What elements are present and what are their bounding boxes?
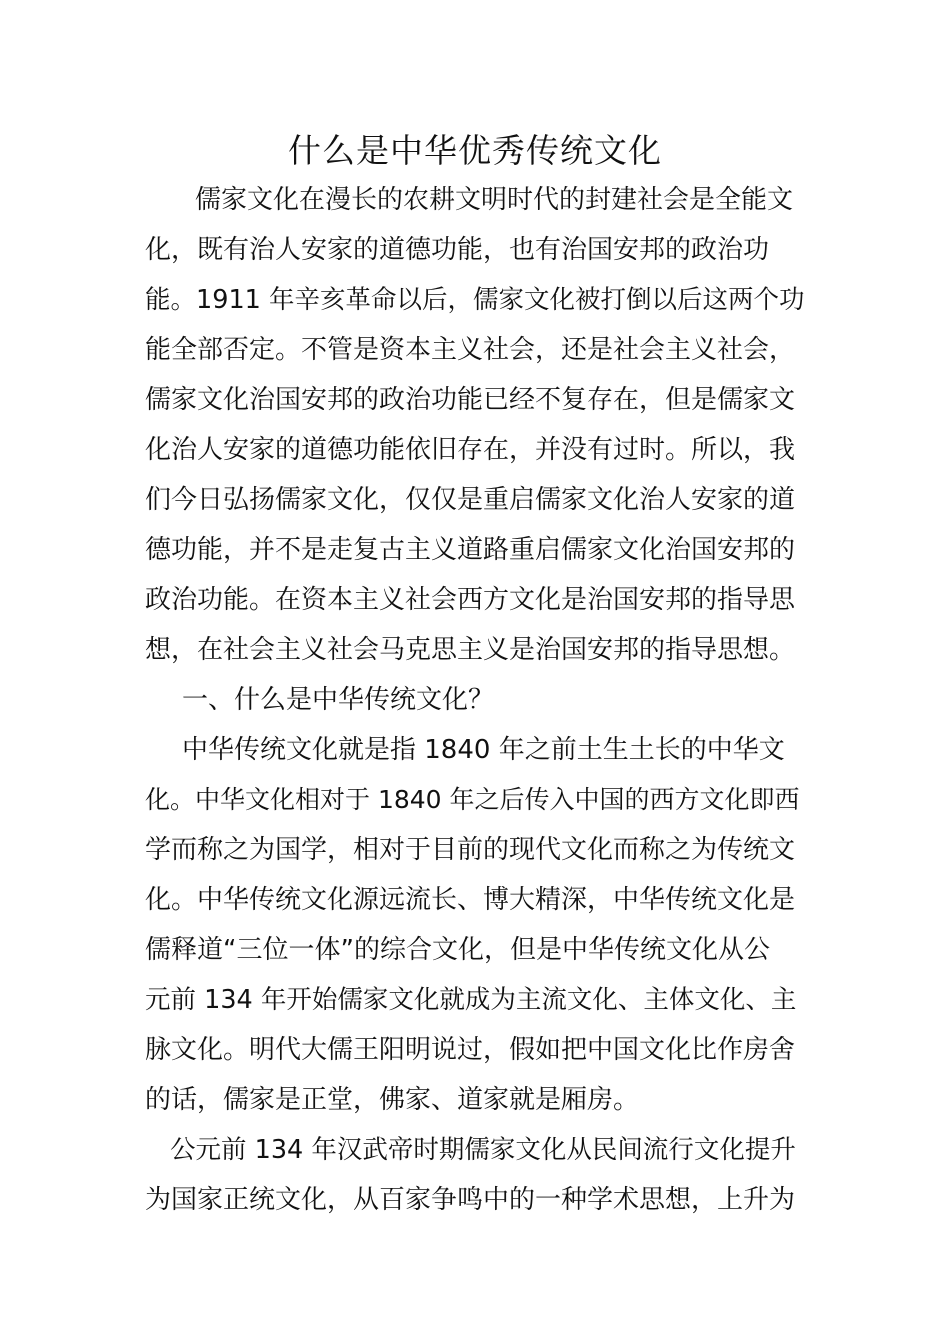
paragraph-line: 能。1911 年辛亥革命以后，儒家文化被打倒以后这两个功 (145, 285, 805, 315)
paragraph-line: 学而称之为国学，相对于目前的现代文化而称之为传统文 (145, 835, 796, 865)
paragraph-line: 元前 134 年开始儒家文化就成为主流文化、主体文化、主 (145, 985, 797, 1015)
paragraph-line: 儒释道“三位一体”的综合文化，但是中华传统文化从公 (145, 935, 770, 965)
paragraph-line: 想，在社会主义社会马克思主义是治国安邦的指导思想。 (145, 635, 796, 665)
paragraph-line: 政治功能。在资本主义社会西方文化是治国安邦的指导思 (145, 585, 796, 615)
paragraph-line: 儒家文化治国安邦的政治功能已经不复存在，但是儒家文 (145, 385, 796, 415)
paragraph-line: 们今日弘扬儒家文化，仅仅是重启儒家文化治人安家的道 (145, 485, 796, 515)
paragraph-line: 能全部否定。不管是资本主义社会，还是社会主义社会， (145, 335, 796, 365)
section-heading: 一、什么是中华传统文化？ (182, 685, 495, 715)
paragraph-line: 的话，儒家是正堂，佛家、道家就是厢房。 (145, 1085, 640, 1115)
paragraph-line: 儒家文化在漫长的农耕文明时代的封建社会是全能文 (195, 185, 794, 215)
paragraph-line: 化。中华文化相对于 1840 年之后传入中国的西方文化即西 (145, 785, 800, 814)
document-title: 什么是中华优秀传统文化 (288, 131, 662, 170)
paragraph-line: 脉文化。明代大儒王阳明说过，假如把中国文化比作房舍 (145, 1035, 796, 1065)
paragraph-line: 公元前 134 年汉武帝时期儒家文化从民间流行文化提升 (170, 1135, 796, 1165)
paragraph-line: 德功能，并不是走复古主义道路重启儒家文化治国安邦的 (145, 535, 796, 565)
paragraph-line: 化。中华传统文化源远流长、博大精深，中华传统文化是 (145, 885, 796, 915)
paragraph-line: 化治人安家的道德功能依旧存在，并没有过时。所以，我 (145, 435, 796, 465)
paragraph-line: 为国家正统文化，从百家争鸣中的一种学术思想，上升为 (145, 1185, 796, 1215)
paragraph-line: 化，既有治人安家的道德功能，也有治国安邦的政治功 (145, 235, 770, 265)
paragraph-line: 中华传统文化就是指 1840 年之前土生土长的中华文 (182, 735, 785, 765)
